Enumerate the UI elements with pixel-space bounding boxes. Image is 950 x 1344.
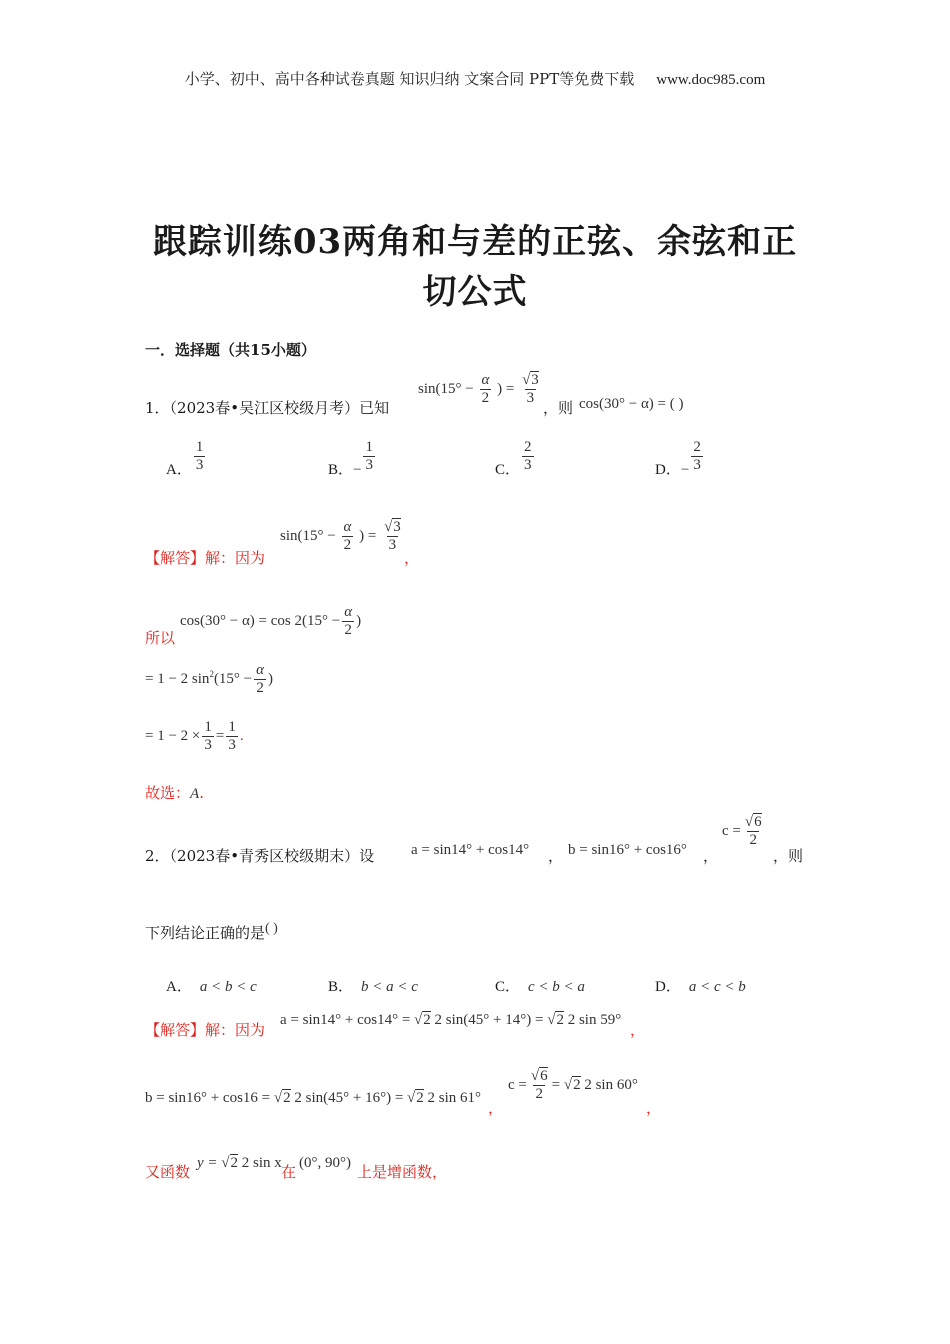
q1-step1: cos(30° − α) = cos 2(15° − $\frac{\alpha}{2}$ ) [180, 604, 362, 638]
q1-given-eq: ) = [497, 380, 515, 397]
q1-ask: cos(30° − α) = ( ) [579, 396, 684, 412]
q2-option-a[interactable]: A． a < b < c [166, 979, 257, 995]
header-text: 小学、初中、高中各种试卷真题 知识归纳 文案合同 PPT等免费下载 [184, 70, 635, 88]
q1-option-d[interactable]: D．− $\frac{2}{3}$ [655, 438, 701, 478]
q2-prefix: 2．（2023春•青秀区校级期末）设 [145, 847, 375, 865]
q2-comma-5: ， [646, 1099, 662, 1117]
q1-answer-comma: ， [404, 549, 420, 567]
q1-step3: = 1 − 2 × $\frac{1}{3}$ = $\frac{1}{3}$ . [145, 719, 244, 753]
q1-answer-lead: 【解答】解：因为 [145, 549, 266, 567]
q1-step2: = 1 − 2 $\sin^2(15^\circ$ − $\frac{\alpha}{2}$ ) [145, 662, 274, 696]
q2-interval: (0°, 90°) [299, 1155, 351, 1171]
q2-line2: 下列结论正确的是( ) [145, 921, 278, 942]
q1-answer-given: sin(15° − $\frac{\alpha}{2}$ ) = $\frac{√3}{3}$ [280, 519, 401, 553]
page-header [0, 68, 950, 89]
q1-answer-tag: 【解答】 [145, 549, 206, 567]
q2-answer-tag: 【解答】 [145, 1021, 206, 1039]
q2-b-expansion: b = sin16° + cos16 = √2 2 sin(45° + 16°) = √2 2 sin 61° [145, 1090, 482, 1106]
q2-fn: y = √2 2 sin x [197, 1155, 282, 1171]
q1-given-rhs: $\frac{√3}{3}$ [522, 372, 539, 406]
q2-a-expansion: a = sin14° + cos14° = √2 2 sin(45° + 14°) = √2 2 sin 59° [280, 1012, 622, 1028]
q1-given-frac: $\frac{\alpha}{2}$ [481, 372, 490, 406]
q2-c-expansion: c = $\frac{√6}{2}$ = √2 2 sin 60° [508, 1068, 638, 1102]
q2-option-b[interactable]: B． b < a < c [328, 979, 418, 995]
q2-on: 在 [281, 1163, 297, 1181]
q1-suoyi: 所以 [145, 629, 176, 647]
q1-given [418, 372, 543, 407]
q2-comma-3: ， [630, 1021, 646, 1039]
q1-option-a[interactable]: A． $\frac{1}{3}$ [166, 438, 204, 478]
q1-given-fn: sin(15° − [418, 380, 474, 397]
q2-option-d[interactable]: D． a < c < b [655, 979, 746, 995]
section-heading: 一．选择题（共15小题） [145, 341, 316, 359]
title-line-2: 切公式 [422, 272, 528, 312]
q2-a-def: a = sin14° + cos14° [411, 842, 530, 858]
title-line-1: 跟踪训练03两角和与差的正弦、余弦和正 [152, 222, 798, 262]
q1-then: ，则 [543, 399, 574, 417]
q2-comma-1: ， [548, 847, 564, 865]
q2-also: 又函数 [145, 1163, 191, 1181]
q2-comma-2: ， [703, 847, 719, 865]
q2-comma-4: ， [488, 1099, 504, 1117]
q1-choice: A [190, 786, 200, 802]
q2-b-def: b = sin16° + cos16° [568, 842, 687, 858]
q1-choose: 故选：A. [145, 784, 204, 802]
q2-option-c[interactable]: C． c < b < a [495, 979, 585, 995]
q1-prefix: 1．（2023春•吴江区校级月考）已知 [145, 399, 390, 417]
q2-inc: 上是增函数， [357, 1163, 448, 1181]
q1-option-b[interactable]: B．− $\frac{1}{3}$ [328, 438, 373, 478]
q2-answer-lead: 【解答】解：因为 [145, 1021, 266, 1039]
header-site[interactable]: www.doc985.com [656, 72, 766, 88]
q2-c-def: c = $\frac{√6}{2}$ [722, 814, 762, 848]
q1-option-c[interactable]: C． $\frac{2}{3}$ [495, 438, 532, 478]
q2-then: ，则 [773, 847, 804, 865]
